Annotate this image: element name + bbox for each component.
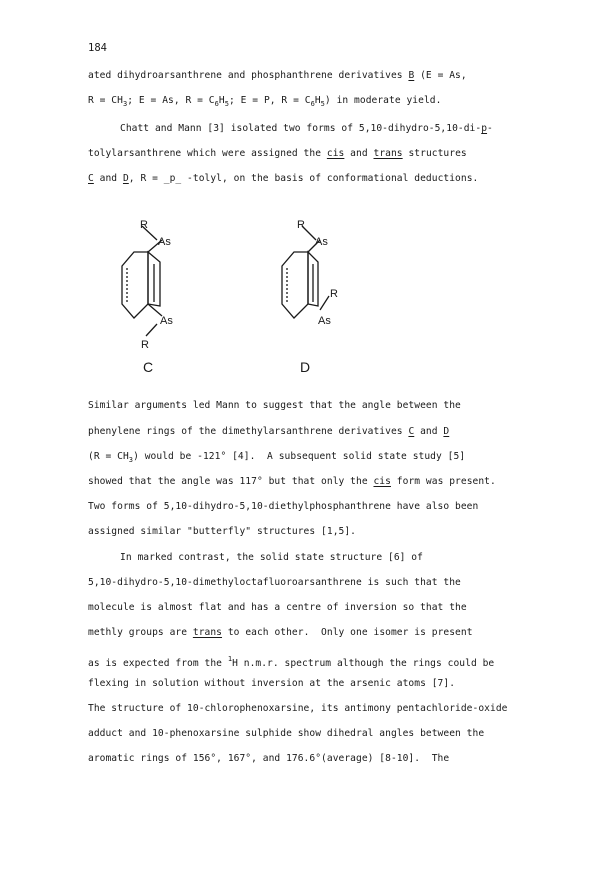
c-r-top: R: [140, 219, 148, 231]
label-d: D: [300, 359, 311, 375]
page-number: 184: [88, 42, 107, 54]
bond-d-r-bottom: [320, 296, 329, 310]
para4-line7: The structure of 10-chlorophenoxarsine, its antimony pentachloride-oxide: [88, 703, 508, 714]
para4-line8: adduct and 10-phenoxarsine sulphide show dihedral angles between the: [88, 728, 485, 739]
d-r-bottom: R: [330, 288, 338, 300]
bond-c-r-bottom: [146, 324, 157, 336]
para4-line9: aromatic rings of 156°, 167°, and 176.6°(average) [8-10]. The: [88, 753, 450, 764]
para2-line1: Chatt and Mann [3] isolated two forms of 5,10-dihydro-5,10-di-p-: [120, 123, 493, 134]
para3-line3: $(R = CH_3)$ would be -121° [4]. A subsequent solid state study [5]: [88, 451, 466, 464]
ring-d-left: [282, 252, 308, 318]
para4-line2: 5,10-dihydro-5,10-dimethyloctafluoroarsanthrene is such that the: [88, 577, 461, 588]
d-as-top: As: [315, 236, 328, 248]
para2-line2: tolylarsanthrene which were assigned the cis and trans structures: [88, 148, 467, 159]
structure-c: [122, 226, 162, 336]
c-as-bottom: As: [160, 315, 173, 327]
c-as-top: As: [158, 236, 171, 248]
para4-line6: flexing in solution without inversion at the arsenic atoms [7].: [88, 678, 456, 689]
para3-line5: Two forms of 5,10-dihydro-5,10-diethylphosphanthrene have also been: [88, 501, 479, 512]
ring-c-left: [122, 252, 148, 318]
para3-line6: assigned similar "butterfly" structures [1,5].: [88, 526, 356, 537]
para2-line3: C and D, R = _p_ -tolyl, on the basis of conformational deductions.: [88, 173, 479, 184]
para1-line1: ated dihydroarsanthrene and phosphanthrene derivatives B (E = As,: [88, 70, 467, 81]
c-r-bottom: R: [141, 339, 149, 351]
para4-line4: methly groups are trans to each other. Only one isomer is present: [88, 627, 473, 638]
d-r-top: R: [297, 219, 305, 231]
label-c: C: [143, 359, 154, 375]
d-as-bottom: As: [318, 315, 331, 327]
para1-line2: $R = CH_3$; E = As, $R = C_6H_5$; E = P, $R = C_6H_5$) in moderate yield.: [88, 95, 442, 108]
para4-line5: as is expected from the $^1$H n.m.r. spectrum although the rings could be: [88, 655, 495, 669]
para3-line4: showed that the angle was 117° but that only the cis form was present.: [88, 476, 496, 487]
para3-line1: Similar arguments led Mann to suggest that the angle between the: [88, 400, 461, 411]
para4-line1: In marked contrast, the solid state structure [6] of: [120, 552, 423, 563]
para3-line2: phenylene rings of the dimethylarsanthrene derivatives C and D: [88, 426, 450, 437]
para4-line3: molecule is almost flat and has a centre of inversion so that the: [88, 602, 467, 613]
structures-figure: [0, 208, 593, 378]
